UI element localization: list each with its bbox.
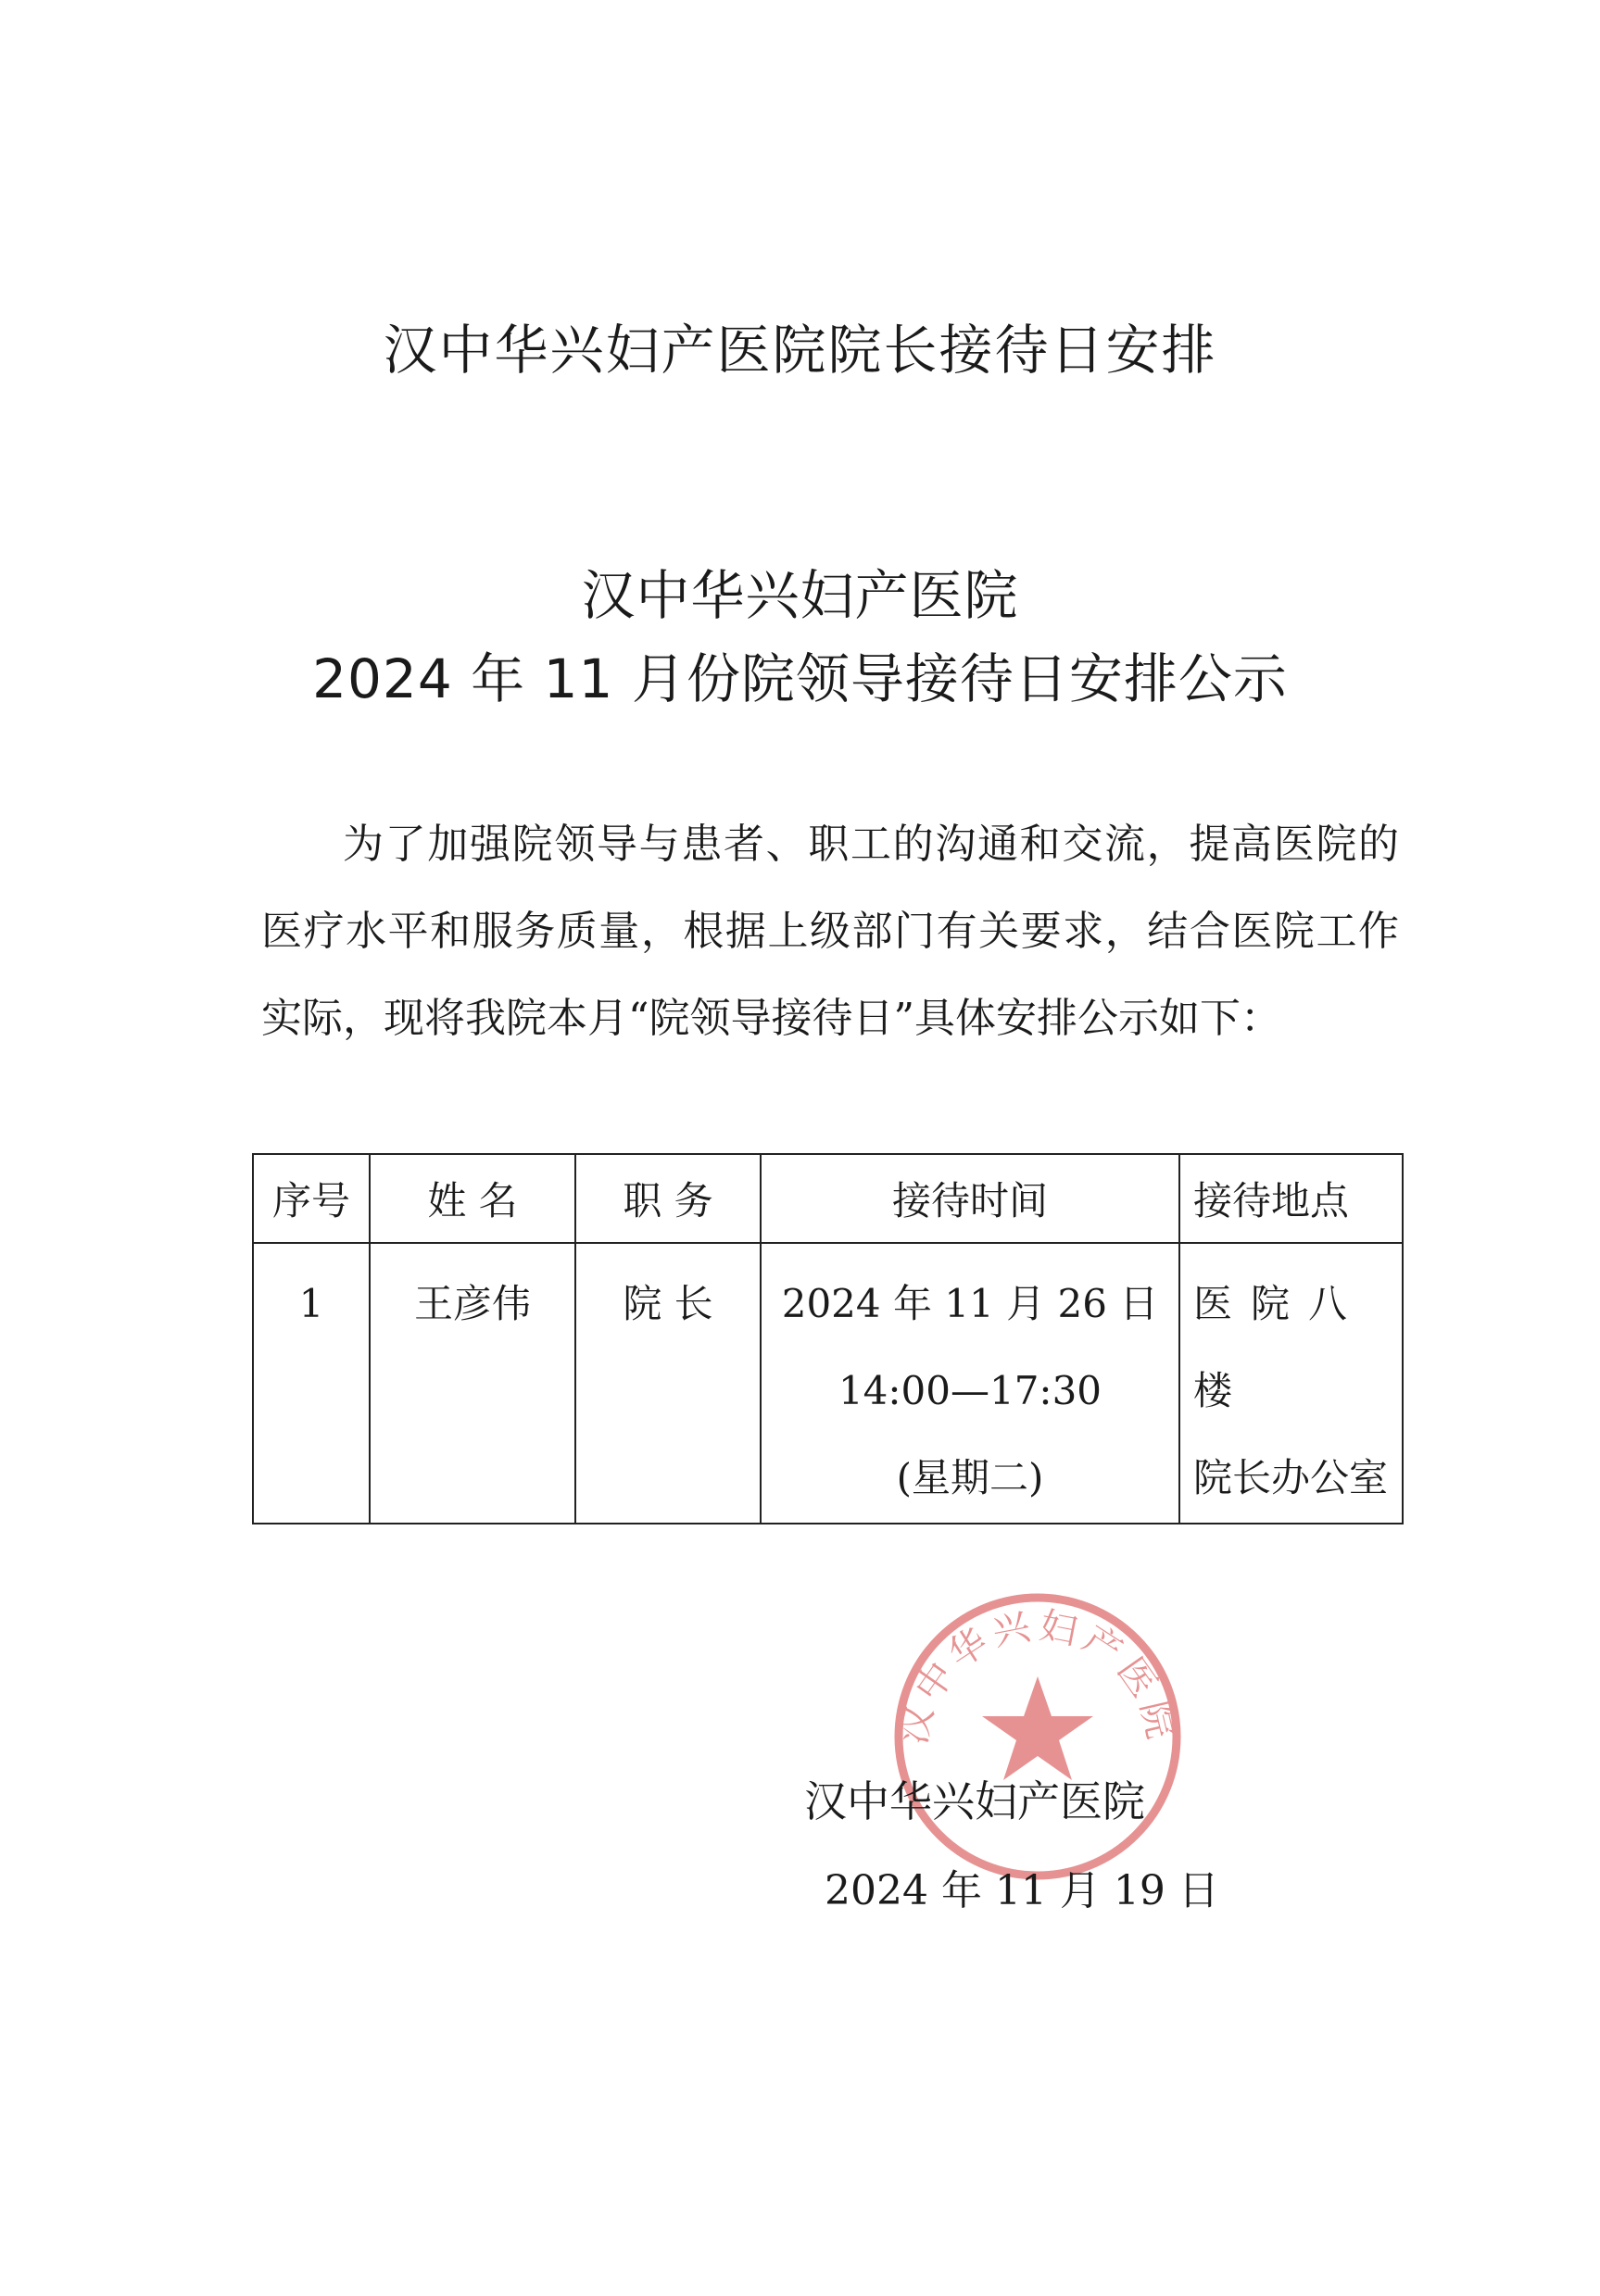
seal-star <box>982 1676 1093 1780</box>
schedule-table <box>252 1153 1404 1524</box>
seal-text: 汉中华兴妇产医院 <box>891 1604 1184 1749</box>
header-time: 接待时间 <box>761 1154 1179 1243</box>
signature-date: 2024 年 11 月 19 日 <box>825 1867 1219 1914</box>
cell-index: 1 <box>253 1243 370 1524</box>
header-index: 序号 <box>253 1154 370 1243</box>
time-weekday: (星期二) <box>896 1455 1044 1500</box>
header-name: 姓 名 <box>370 1154 575 1243</box>
place-line1: 医院八楼 <box>1193 1281 1367 1413</box>
header-position: 职 务 <box>575 1154 761 1243</box>
time-range: 14:00—17:30 <box>838 1368 1102 1413</box>
cell-name: 王彦伟 <box>370 1243 575 1524</box>
place-line2: 院长办公室 <box>1193 1455 1389 1500</box>
signature-organization: 汉中华兴妇产医院 <box>804 1776 1145 1826</box>
body-paragraph: 为了加强院领导与患者、职工的沟通和交流，提高医院的医疗水平和服务质量，根据上级部门有关要求，结合医院工作实际，现将我院本月“院领导接待日”具体安排公示如下： <box>261 821 1399 1042</box>
notice-title-line1: 汉中华兴妇产医院 <box>581 564 1019 627</box>
table-header-row <box>253 1154 1403 1243</box>
cell-place <box>1179 1243 1403 1524</box>
time-date: 2024 年 11 月 26 日 <box>781 1281 1159 1326</box>
cell-position: 院 长 <box>575 1243 761 1524</box>
notice-title-line2: 2024 年 11 月份院领导接待日安排公示 <box>312 647 1288 710</box>
header-place: 接待地点 <box>1179 1154 1403 1243</box>
official-seal <box>880 1579 1195 1894</box>
page-title: 汉中华兴妇产医院院长接待日安排 <box>383 319 1217 382</box>
cell-time <box>761 1243 1179 1524</box>
table-row <box>253 1243 1403 1524</box>
